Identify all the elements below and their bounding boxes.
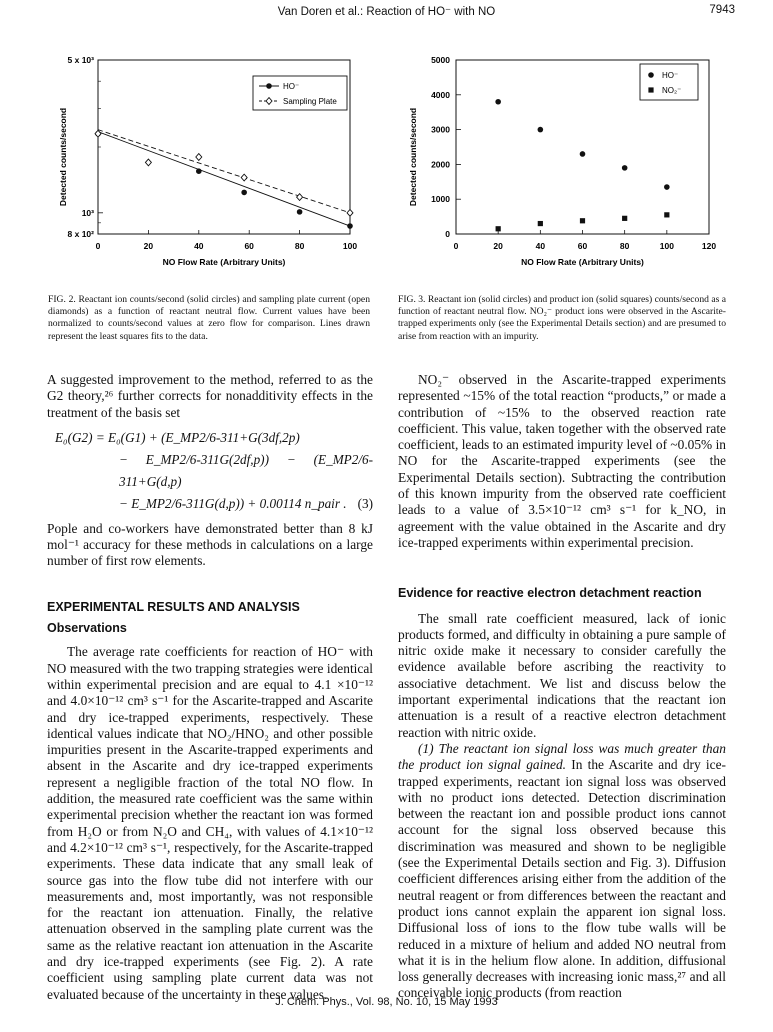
fig2-caption-label: FIG. 2. (48, 294, 76, 305)
fig3-point-filled-square (580, 218, 585, 223)
fig2-point-open-diamond (196, 154, 202, 161)
fig2-point-open-diamond (347, 209, 353, 216)
fig2-point-open-diamond (95, 130, 101, 137)
fig2-x-tick-label: 40 (194, 241, 204, 251)
fig3-point-filled-circle (580, 151, 586, 157)
equation-line-3 (47, 493, 373, 515)
fig3-x-tick-label: 0 (453, 241, 459, 251)
subsection-title-observations: Observations (47, 621, 127, 636)
fig3-point-filled-square (664, 212, 669, 217)
fig3-y-tick-label: 5000 (431, 55, 450, 65)
running-title: Van Doren et al.: Reaction of HO⁻ with NO (277, 6, 496, 18)
fig2-caption-text: Reactant ion counts/second (solid circles) and sampling plate current (open diamonds) as a function of reactant neutral flow. Current values have been normalized to counts/second values at zero flow for comparison. Lines drawn represent the least squares fits to the data. (48, 294, 370, 342)
fig3-caption (398, 294, 726, 343)
point-1-paragraph (398, 741, 726, 1002)
section-title-results: EXPERIMENTAL RESULTS AND ANALYSIS (47, 599, 300, 614)
fig2-point-open-diamond (241, 174, 247, 181)
fig2-x-tick-label: 0 (95, 241, 101, 251)
fig3-point-filled-square (496, 226, 501, 231)
page-number: 7943 (709, 4, 735, 16)
point-1-lead: (1) The reactant ion signal loss was much greater than the product ion signal gained. (398, 740, 726, 773)
fig3-x-tick-label: 100 (659, 241, 674, 251)
fig2-y-tick-label: 10³ (81, 207, 94, 218)
fig2-legend-label-plate: Sampling Plate (283, 97, 337, 106)
fig3-y-tick-label: 0 (445, 229, 450, 239)
left-column (47, 372, 373, 1003)
fig3-legend-square-marker (648, 87, 653, 92)
pople-paragraph: Pople and co-workers have demonstrated better than 8 kJ mol⁻¹ accuracy for these methods in calculations on a large number of first row elements. (47, 520, 373, 569)
fig3-x-tick-label: 20 (493, 241, 503, 251)
fig2-legend-label-ho: HO⁻ (283, 82, 300, 91)
fig3-caption-label: FIG. 3. (398, 294, 426, 305)
fig2-point-filled-circle (196, 168, 202, 174)
fig3-point-filled-circle (664, 184, 670, 190)
equation-number: (3) (357, 495, 373, 511)
fig2-point-filled-circle (297, 209, 303, 215)
fig3-y-tick-label: 1000 (431, 194, 450, 205)
fig3-point-filled-circle (622, 165, 628, 171)
fig3-legend-label-no2: NO₂⁻ (662, 86, 682, 95)
fig2-y-axis-label: Detected counts/second (58, 107, 68, 207)
fig2-caption (48, 294, 370, 343)
fig2-x-tick-label: 60 (244, 241, 254, 251)
figure-2-chart (48, 50, 368, 275)
fig2-x-axis-label: NO Flow Rate (Arbitrary Units) (162, 257, 286, 267)
impurity-paragraph: NO₂⁻ observed in the Ascarite-trapped experiments represented ~15% of the total reaction “products,” or made a contribution of ~15% to the observed reaction rate coefficient. This value, taken together with the observed rate coefficient, leads to an estimated impurity level of ~0.05% in NO for the Ascarite-trapped experiments (see the Experimental Details section). Subtracting the contribution of this known impurity from the observed rate coefficient leads to a value of 3.5×10⁻¹² cm³ s⁻¹ for k_NO, in agreement with the value obtained in the Ascarite and dry ice-trapped experiments within experimental precision. (398, 372, 726, 550)
section-title-evidence: Evidence for reactive electron detachment reaction (398, 586, 702, 601)
equation-line-1: E₀(G2) = E₀(G1) + (E_MP2/6-311+G(3df,2p) (55, 429, 300, 445)
fig3-point-filled-circle (495, 99, 501, 105)
fig3-y-tick-label: 4000 (431, 89, 450, 100)
fig2-fit-line-dashed (98, 130, 350, 213)
fig3-point-filled-square (538, 221, 543, 226)
fig3-point-filled-circle (538, 127, 544, 133)
fig3-y-tick-label: 3000 (431, 124, 450, 135)
fig3-caption-text: Reactant ion (solid circles) and product ion (solid squares) counts/second as a function of reactant neutral flow. NO₂⁻ product ions were observed in the Ascarite-trapped experiments only (see the Experimental Details section) and are presumed to arise from reaction with an impurity. (398, 294, 726, 342)
fig2-point-open-diamond (145, 159, 151, 166)
fig2-x-tick-label: 100 (342, 241, 358, 251)
intro-paragraph: A suggested improvement to the method, referred to as the G2 theory,²⁶ further corrects for nonadditivity effects in the treatment of the basis set (47, 372, 373, 420)
point-1-text: In the Ascarite and dry ice-trapped experiments, reactant ion signal loss was observed with no product ions detected. Detection discrimination between the reactant ion and possible product ions cannot account for the signal loss observed because this discrimination was measured and shown to be negligible (see the Experimental Details section and Fig. 3). Diffusion coefficient differences arising either from the addition of the neutral reagent or from differences between the reactant and product ions cannot explain the apparent ion signal loss. Diffusional loss of ions to the flow tube walls will be reduced in a mixture of helium and added NO neutral from what it is in the helium flow alone. In addition, diffusional loss generally decreases with increasing ionic mass,²⁷ and all conceivable ionic products (from reaction (398, 757, 726, 1001)
equation-3 (47, 427, 373, 515)
fig2-point-open-diamond (297, 194, 303, 201)
fig2-y-tick-label: 5 x 10³ (67, 55, 94, 65)
fig3-y-axis-label: Detected counts/second (408, 107, 418, 207)
fig2-fit-line-solid (98, 132, 350, 226)
fig2-point-filled-circle (347, 223, 353, 229)
fig3-x-tick-label: 40 (535, 241, 546, 251)
fig2-x-tick-label: 20 (143, 241, 154, 251)
right-column (398, 372, 726, 1002)
fig2-point-filled-circle (241, 190, 247, 196)
fig3-legend-label-ho: HO⁻ (662, 71, 679, 80)
evidence-paragraph: The small rate coefficient measured, lack of ionic products formed, and difficulty in obtaining a pure sample of nitric oxide make it necessary to consider carefully the evidence available before ascribing the reactivity to associative detachment. We list and discuss below the important experimental indications that the reactant ion attenuation is a result of a reactive electron detachment reaction with nitric oxide. (398, 610, 726, 740)
fig3-x-tick-label: 60 (577, 241, 588, 251)
fig2-legend-circle-marker (266, 83, 272, 89)
figure-3-chart (400, 50, 725, 275)
equation-line-2: − E_MP2/6-311G(2df,p)) − (E_MP2/6-311+G(d,p) (119, 451, 373, 489)
fig3-legend-circle-marker (648, 72, 654, 78)
fig2-x-tick-label: 80 (294, 241, 305, 251)
fig3-y-tick-label: 2000 (431, 159, 450, 170)
fig3-x-axis-label: NO Flow Rate (Arbitrary Units) (521, 257, 644, 267)
fig2-y-tick-label: 8 x 10² (67, 229, 94, 239)
fig3-x-tick-label: 80 (619, 241, 630, 251)
fig3-x-tick-label: 120 (701, 241, 717, 251)
observations-paragraph: The average rate coefficients for reaction of HO⁻ with NO measured with the two trapping strategies were identical within experimental precision and are equal to 4.1 ×10⁻¹² and 4.0×10⁻¹² cm³ s⁻¹ for the Ascarite-trapped and Ascarite and dry ice-trapped experiments, respectively. These identical values indicate that NO₂/HNO₂ and other possible impurities present in the Ascarite-trapped experiments and absent in the Ascarite and dry ice-trapped experiments represent a negligible fraction of the total NO flow. In addition, the measured rate coefficient was the same within experimental precision whether the reactant ion was formed from H₂O or from N₂O and CH₄, with values of 4.1×10⁻¹² and 4.2×10⁻¹² cm³ s⁻¹, respectively, for the Ascarite-trapped experiments. These data indicate that any small leak of source gas into the flow tube did not interfere with our measurements and, most importantly, was not responsible for the reactant ion attenuation. Finally, the relative attenuation observed in the sampling plate current was the same as the relative reactant ion attenuation in the Ascarite and dry ice-trapped experiments (see Fig. 2). A rate coefficient using sampling plate current data was not evaluated because of the uncertainty in these values. (47, 644, 373, 1002)
equation-line-3-text: − E_MP2/6-311G(d,p)) + 0.00114 n_pair . (119, 495, 347, 511)
page-footer: J. Chem. Phys., Vol. 98, No. 10, 15 May 1993 (275, 996, 498, 1008)
fig3-point-filled-square (622, 216, 627, 221)
